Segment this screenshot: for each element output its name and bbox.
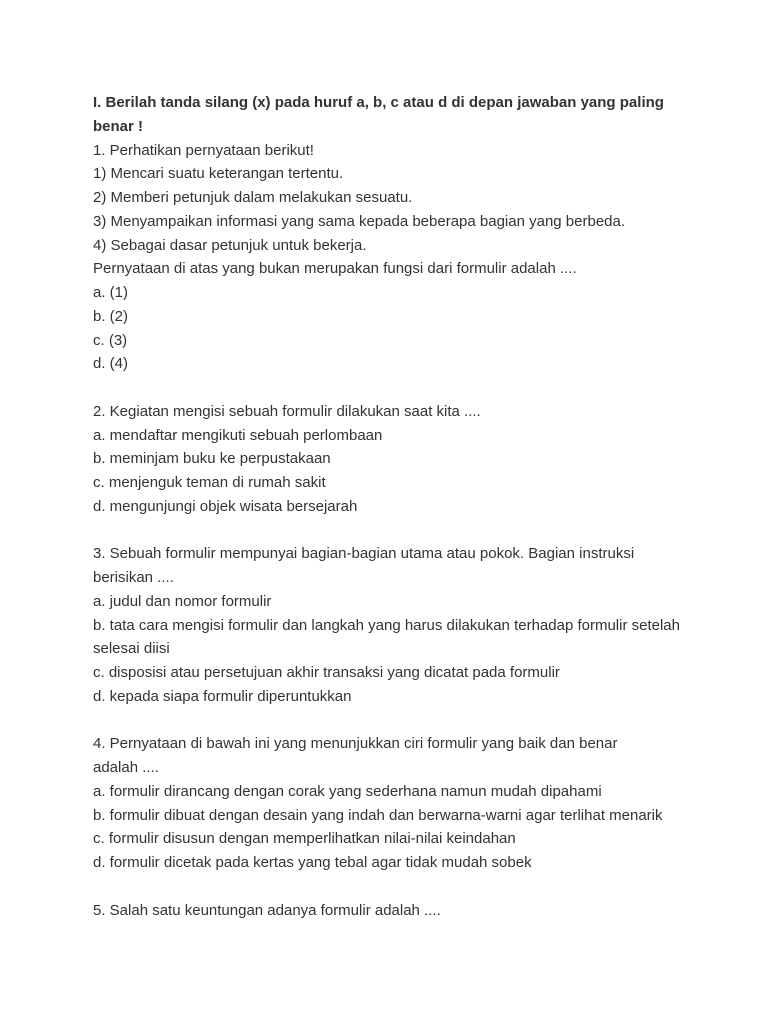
answer-option: d. (4) [93,355,129,373]
answer-option: c. (3) [93,331,128,349]
statement-item: 2) Memberi petunjuk dalam melakukan sesuatu. [93,189,413,206]
statement-item: 1) Mencari suatu keterangan tertentu. [93,165,344,183]
answer-option: d. mengunjungi objek wisata bersejarah [93,497,358,515]
question-1 [93,139,693,377]
spacer [93,376,693,400]
question-stem: berisikan .... [93,569,174,586]
instruction-line: I. Berilah tanda silang (x) pada huruf a, b, c atau d di depan jawaban yang paling [93,94,664,111]
answer-option: c. formulir disusun dengan memperlihatkan nilai-nilai keindahan [93,830,516,848]
question-stem: 3. Sebuah formulir mempunyai bagian-bagian utama atau pokok. Bagian instruksi [93,545,635,563]
answer-option: b. meminjam buku ke perpustakaan [93,450,331,468]
statement-item: 3) Menyampaikan informasi yang sama kepada beberapa bagian yang berbeda. [93,212,626,230]
instruction-line: benar ! [93,117,144,135]
question-stem: 1. Perhatikan pernyataan berikut! [93,141,314,159]
spacer [93,875,693,899]
answer-option: b. tata cara mengisi formulir dan langkah yang harus dilakukan terhadap formulir setelah [93,616,680,634]
answer-option: a. mendaftar mengikuti sebuah perlombaan [93,426,383,444]
answer-option: a. formulir dirancang dengan corak yang sederhana namun mudah dipahami [93,782,602,800]
answer-option: b. formulir dibuat dengan desain yang indah dan berwarna-warni agar terlihat menarik [93,806,663,824]
instruction [93,91,693,139]
answer-option: a. (1) [93,284,129,301]
question-2 [93,400,693,519]
answer-option: c. disposisi atau persetujuan akhir transaksi yang dicatat pada formulir [93,664,560,681]
question-3 [93,542,693,708]
answer-option: d. kepada siapa formulir diperuntukkan [93,687,352,705]
statement-item: 4) Sebagai dasar petunjuk untuk bekerja. [93,236,367,254]
question-4 [93,732,693,875]
answer-option: d. formulir dicetak pada kertas yang tebal agar tidak mudah sobek [93,854,532,871]
answer-option: c. menjenguk teman di rumah sakit [93,474,326,491]
question-5 [93,899,693,923]
answer-option: selesai diisi [93,640,170,658]
document-page [93,91,693,922]
spacer [93,709,693,733]
question-stem: 2. Kegiatan mengisi sebuah formulir dilakukan saat kita .... [93,402,481,420]
question-prompt: Pernyataan di atas yang bukan merupakan fungsi dari formulir adalah .... [93,260,577,278]
question-stem: 5. Salah satu keuntungan adanya formulir adalah .... [93,901,441,919]
answer-option: a. judul dan nomor formulir [93,592,272,610]
question-stem: adalah .... [93,759,159,776]
question-stem: 4. Pernyataan di bawah ini yang menunjukkan ciri formulir yang baik dan benar [93,735,618,753]
spacer [93,519,693,543]
answer-option: b. (2) [93,307,129,325]
